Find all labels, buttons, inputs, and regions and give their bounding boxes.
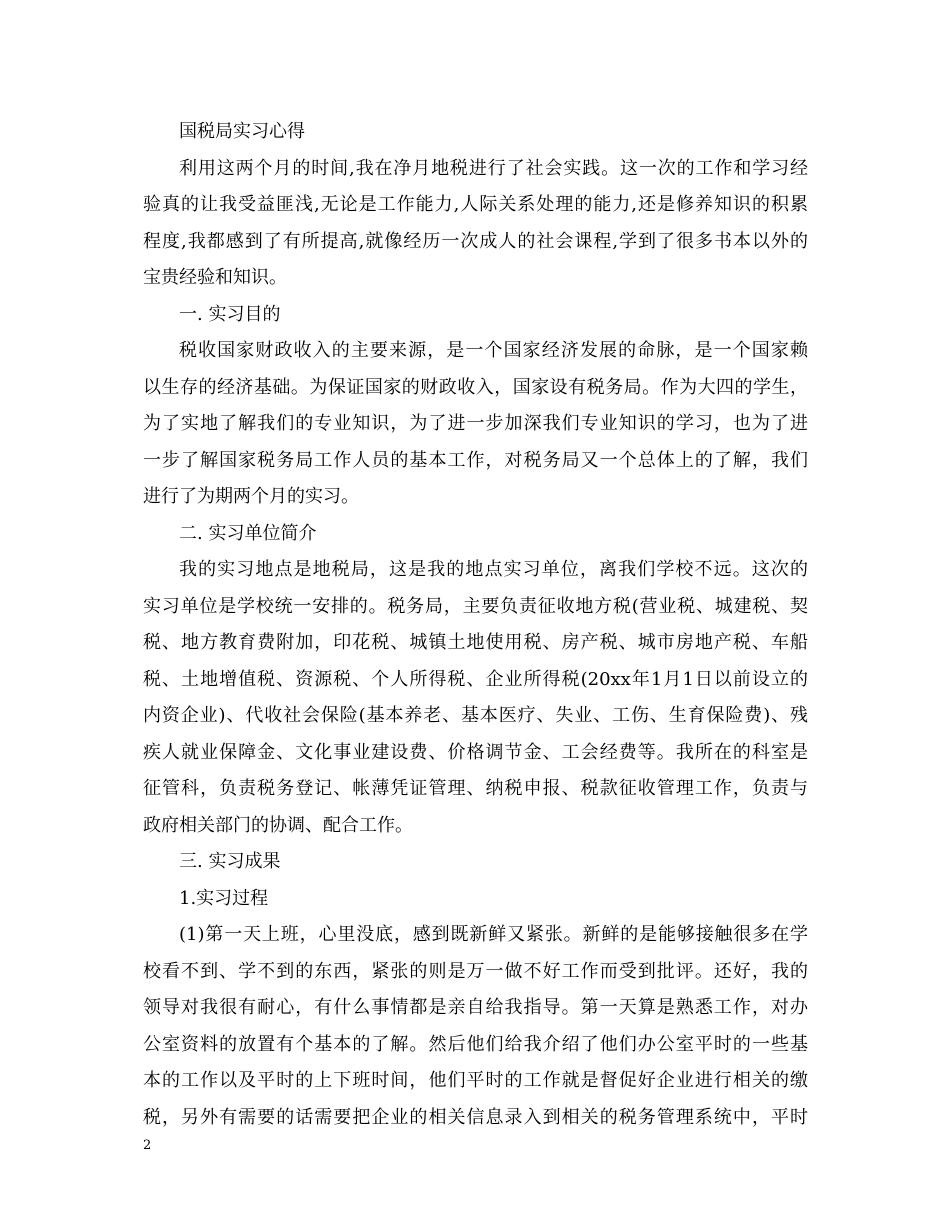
text-line: 税，另外有需要的话需要把企业的相关信息录入到相关的税务管理系统中，平时 xyxy=(143,1106,808,1128)
text-line: 宝贵经验和知识。 xyxy=(143,267,287,288)
text-line: 1.实习过程 xyxy=(179,887,269,909)
text-line: 疾人就业保障金、文化事业建设费、价格调节金、工会经费等。我所在的科室是 xyxy=(143,741,808,763)
text-line: 国税局实习心得 xyxy=(179,121,305,142)
text-line: 公室资料的放置有个基本的了解。然后他们给我介绍了他们办公室平时的一些基 xyxy=(143,1033,808,1055)
document-body xyxy=(143,114,808,1136)
text-line: 以生存的经济基础。为保证国家的财政收入，国家设有税务局。作为大四的学生， xyxy=(143,376,808,398)
text-line: 三. 实习成果 xyxy=(179,851,281,872)
text-line: 校看不到、学不到的东西，紧张的则是万一做不好工作而受到批评。还好，我的 xyxy=(143,960,808,982)
text-line: 验真的让我受益匪浅,无论是工作能力,人际关系处理的能力,还是修养知识的积累 xyxy=(143,194,808,215)
text-line: 为了实地了解我们的专业知识，为了进一步加深我们专业知识的学习，也为了进 xyxy=(143,413,808,434)
text-line: 政府相关部门的协调、配合工作。 xyxy=(143,814,413,836)
text-line: 领导对我很有耐心，有什么事情都是亲自给我指导。第一天算是熟悉工作，对办 xyxy=(143,997,808,1018)
page-number: 2 xyxy=(143,1138,152,1153)
text-line: 程度,我都感到了有所提高,就像经历一次成人的社会课程,学到了很多书本以外的 xyxy=(143,230,808,252)
text-line: 二. 实习单位简介 xyxy=(179,522,317,544)
text-line: 税、地方教育费附加，印花税、城镇土地使用税、房产税、城市房地产税、车船 xyxy=(143,632,808,653)
text-line: 内资企业)、代收社会保险(基本养老、基本医疗、失业、工伤、生育保险费)、残 xyxy=(143,705,808,726)
text-line: 本的工作以及平时的上下班时间，他们平时的工作就是督促好企业进行相关的缴 xyxy=(143,1070,808,1091)
text-line: 税、土地增值税、资源税、个人所得税、企业所得税(20xx年1月1日以前设立的 xyxy=(143,668,808,690)
text-line: 进行了为期两个月的实习。 xyxy=(143,486,359,507)
text-line: 一步了解国家税务局工作人员的基本工作，对税务局又一个总体上的了解，我们 xyxy=(143,449,808,471)
text-line: 征管科，负责税务登记、帐薄凭证管理、纳税申报、税款征收管理工作，负责与 xyxy=(143,778,808,799)
text-line: (1)第一天上班，心里没底，感到既新鲜又紧张。新鲜的是能够接触很多在学 xyxy=(179,924,808,945)
text-line: 一. 实习目的 xyxy=(179,303,281,325)
text-line: 实习单位是学校统一安排的。税务局，主要负责征收地方税(营业税、城建税、契 xyxy=(143,595,808,617)
text-line: 利用这两个月的时间,我在净月地税进行了社会实践。这一次的工作和学习经 xyxy=(179,157,808,179)
text-line: 税收国家财政收入的主要来源，是一个国家经济发展的命脉，是一个国家赖 xyxy=(179,340,808,361)
text-line: 我的实习地点是地税局，这是我的地点实习单位，离我们学校不远。这次的 xyxy=(179,559,808,580)
